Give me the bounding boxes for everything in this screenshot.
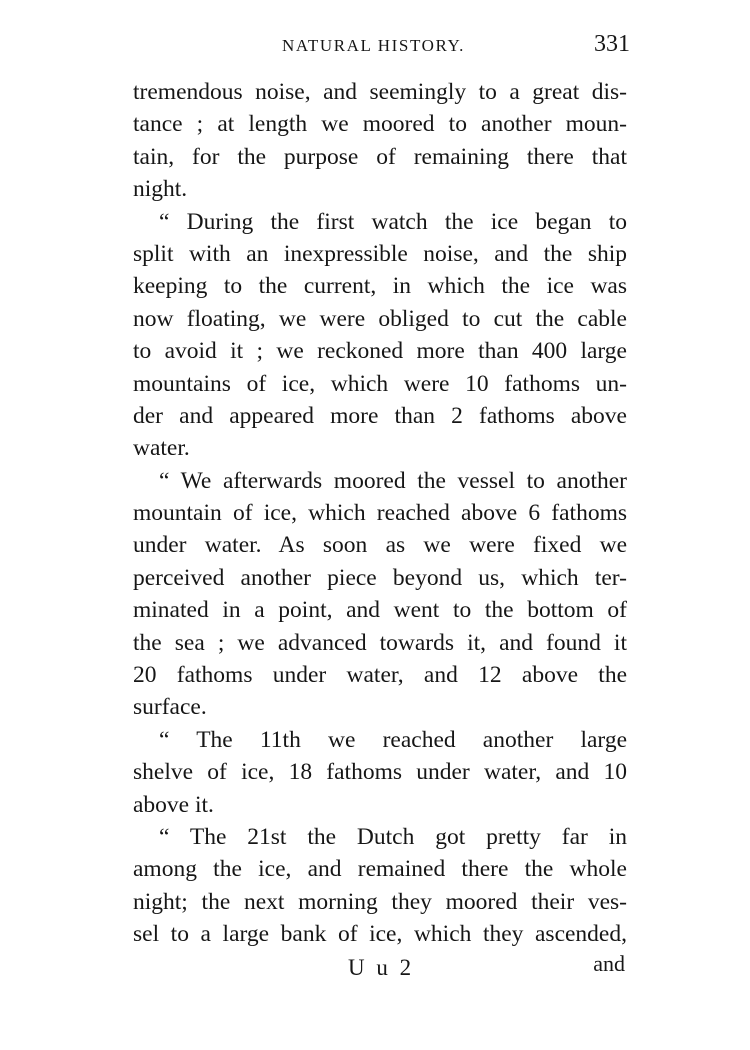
running-head (130, 30, 630, 66)
running-title: NATURAL HISTORY. (282, 36, 466, 55)
text-line: tance ; at length we moored to another moun- (133, 111, 627, 138)
text-line: among the ice, and remained there the whole (133, 856, 627, 883)
text-line: shelve of ice, 18 fathoms under water, and 10 (133, 759, 627, 786)
text-line: minated in a point, and went to the bottom of (133, 597, 627, 624)
page-number: 331 (594, 31, 630, 57)
paragraph-first-line: “ We afterwards moored the vessel to another (159, 467, 627, 494)
text-line: tain, for the purpose of remaining there that (133, 143, 627, 170)
signature-mark: U u 2 (348, 955, 415, 980)
paragraph-first-line: “ During the first watch the ice began to (159, 208, 627, 235)
text-line: der and appeared more than 2 fathoms above (133, 402, 627, 429)
text-line: night; the next morning they moored their ves- (133, 888, 627, 915)
text-line: perceived another piece beyond us, which ter- (133, 564, 627, 591)
text-line: 20 fathoms under water, and 12 above the (133, 662, 627, 689)
text-line: split with an inexpressible noise, and the ship (133, 240, 627, 267)
text-line: water. (133, 435, 190, 462)
text-line: mountains of ice, which were 10 fathoms un- (133, 370, 627, 397)
text-line: to avoid it ; we reckoned more than 400 large (133, 338, 627, 365)
text-line: surface. (133, 694, 207, 721)
paragraph-first-line: “ The 21st the Dutch got pretty far in (159, 823, 627, 850)
text-line: sel to a large bank of ice, which they ascended, (133, 921, 627, 948)
text-line: night. (133, 176, 188, 203)
page-foot (133, 951, 627, 989)
text-line: under water. As soon as we were fixed we (133, 532, 627, 559)
text-line: tremendous noise, and seemingly to a great dis- (133, 79, 627, 105)
text-line: mountain of ice, which reached above 6 fathoms (133, 500, 627, 527)
catchword: and (593, 951, 625, 976)
text-line: the sea ; we advanced towards it, and found it (133, 629, 627, 656)
text-line: keeping to the current, in which the ice was (133, 273, 627, 300)
text-line: above it. (133, 791, 214, 818)
paragraph-first-line: “ The 11th we reached another large (159, 726, 627, 753)
text-line: now floating, we were obliged to cut the cable (133, 305, 627, 332)
body-text (133, 76, 627, 951)
